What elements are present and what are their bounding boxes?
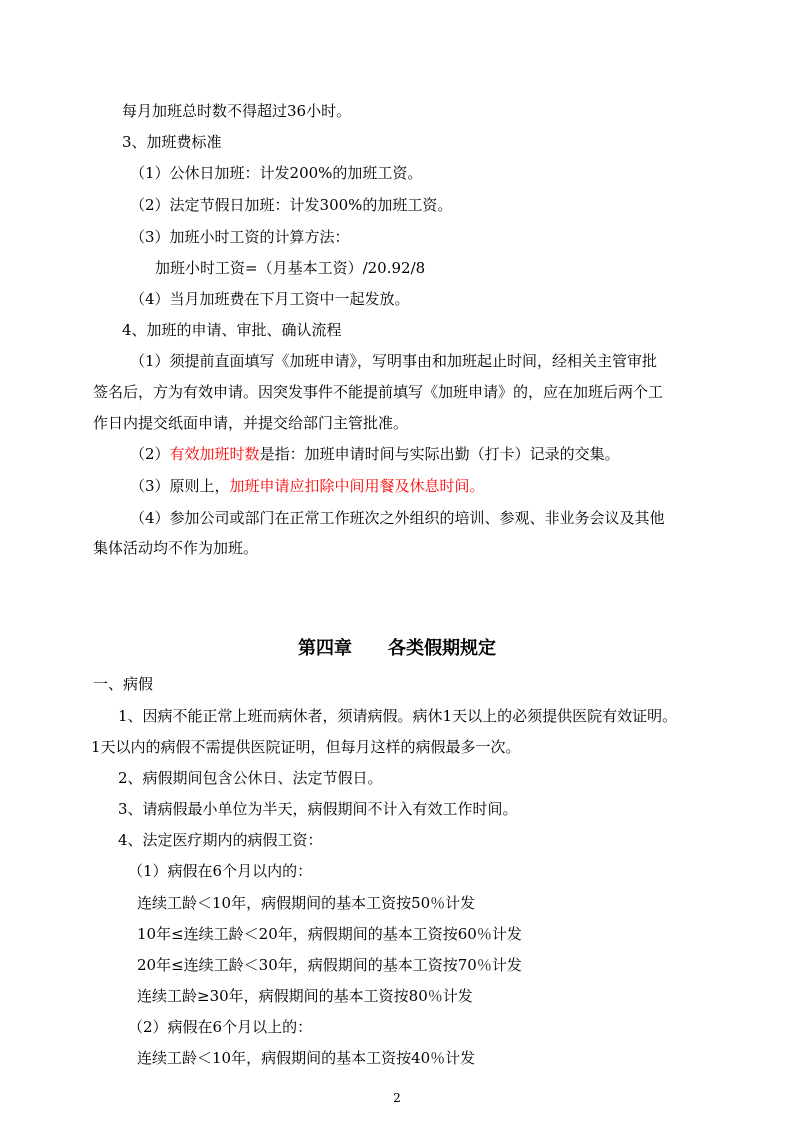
process-item-2-prefix: （2）	[130, 445, 170, 463]
overtime-pay-item-4: （4）当月加班费在下月工资中一起发放。	[130, 290, 410, 308]
process-item-4-line-1: （4）参加公司或部门在正常工作班次之外组织的培训、参观、非业务会议及其他	[130, 509, 665, 527]
process-item-1-line-2: 签名后，方为有效申请。因突发事件不能提前填写《加班申请》的，应在加班后两个工	[93, 383, 664, 401]
hourly-wage-formula: 加班小时工资=（月基本工资）/20.92/8	[155, 259, 426, 277]
sick-leave-rule-1-line-1: 1、因病不能正常上班而病休者，须请病假。病休1天以上的必须提供医院有效证明。	[118, 707, 678, 725]
process-item-3-highlight: 加班申请应扣除中间用餐及休息时间。	[229, 477, 485, 495]
sick-pay-sub-2-heading: （2）病假在6个月以上的：	[128, 1018, 313, 1036]
page-number: 2	[393, 1091, 401, 1105]
sick-pay-sub-1-heading: （1）病假在6个月以内的：	[128, 862, 313, 880]
sick-leave-rule-1-line-2: 1天以内的病假不需提供医院证明，但每月这样的病假最多一次。	[91, 738, 521, 756]
process-item-1-line-1: （1）须提前直面填写《加班申请》，写明事由和加班起止时间，经相关主管审批	[130, 352, 658, 370]
sick-leave-rule-3: 3、请病假最小单位为半天，病假期间不计入有效工作时间。	[118, 800, 518, 818]
process-item-2-highlight: 有效加班时数	[169, 445, 260, 463]
process-item-3-prefix: （3）原则上，	[130, 477, 230, 495]
overtime-pay-item-2: （2）法定节假日加班：计发300%的加班工资。	[130, 196, 453, 214]
chapter-title: 第四章 各类假期规定	[298, 638, 496, 659]
overtime-pay-item-3: （3）加班小时工资的计算方法：	[130, 228, 350, 246]
sick-pay-tier-row: 10年≤连续工龄＜20年，病假期间的基本工资按60％计发	[137, 925, 522, 943]
sick-leave-rule-4: 4、法定医疗期内的病假工资：	[118, 831, 323, 849]
overtime-limit-text: 每月加班总时数不得超过36小时。	[122, 102, 352, 120]
process-item-3	[130, 476, 485, 496]
section-heading-overtime-pay: 3、加班费标准	[122, 133, 222, 151]
process-item-2-rest: 是指：加班申请时间与实际出勤（打卡）记录的交集。	[259, 445, 620, 463]
sick-pay-tier-row: 连续工龄＜10年，病假期间的基本工资按50％计发	[137, 894, 476, 912]
section-heading-overtime-process: 4、加班的申请、审批、确认流程	[122, 321, 342, 339]
process-item-1-line-3: 作日内提交纸面申请，并提交给部门主管批准。	[93, 414, 409, 432]
process-item-2	[130, 444, 620, 464]
sick-leave-heading: 一、病假	[93, 675, 154, 693]
overtime-pay-item-1: （1）公休日加班：计发200%的加班工资。	[130, 164, 423, 182]
process-item-4-line-2: 集体活动均不作为加班。	[93, 539, 259, 557]
sick-pay-tier-row: 20年≤连续工龄＜30年，病假期间的基本工资按70％计发	[137, 956, 522, 974]
sick-pay-tier-row: 连续工龄≥30年，病假期间的基本工资按80％计发	[137, 987, 473, 1005]
sick-leave-rule-2: 2、病假期间包含公休日、法定节假日。	[118, 769, 383, 787]
sick-pay-tier-row: 连续工龄＜10年，病假期间的基本工资按40％计发	[137, 1049, 476, 1067]
